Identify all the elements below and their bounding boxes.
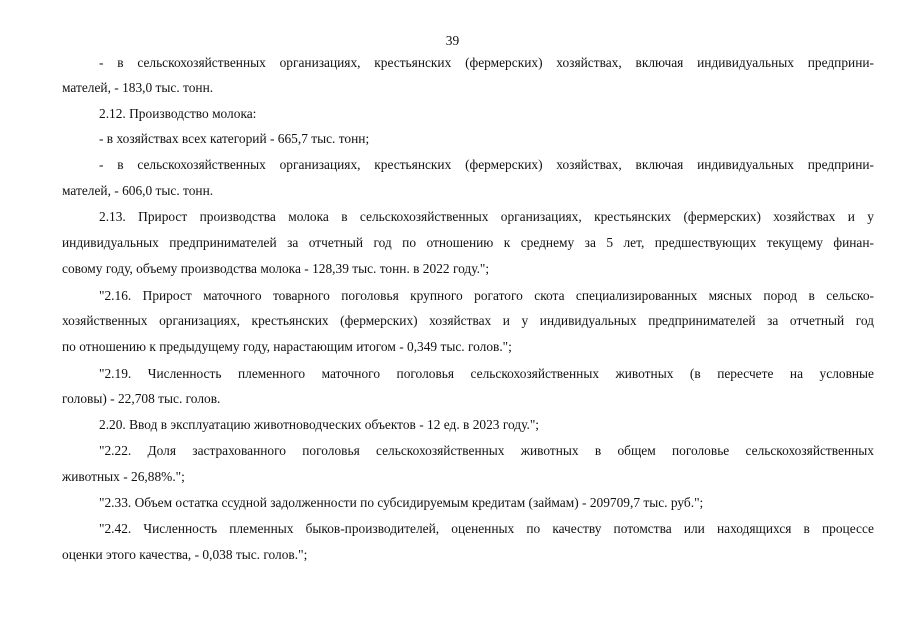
text-line: "2.16. Прирост маточного товарного поголовья крупного рогатого скота специализированных мясных пород в сельско- <box>99 288 874 303</box>
text-line: 2.20. Ввод в эксплуатацию животноводческих объектов - 12 ед. в 2023 году."; <box>99 417 540 432</box>
text-line: "2.33. Объем остатка ссудной задолженности по субсидируемым кредитам (займам) - 209709,7 тыс. руб."; <box>99 495 704 510</box>
text-line: мателей, - 606,0 тыс. тонн. <box>62 183 214 198</box>
text-line: - в сельскохозяйственных организациях, крестьянских (фермерских) хозяйствах, включая индивидуальных предприни- <box>99 55 874 70</box>
page-number: 39 <box>445 33 460 48</box>
text-line: мателей, - 183,0 тыс. тонн. <box>62 80 214 95</box>
text-line: оценки этого качества, - 0,038 тыс. голов."; <box>62 547 308 562</box>
text-line: - в сельскохозяйственных организациях, крестьянских (фермерских) хозяйствах, включая индивидуальных предприни- <box>99 157 874 172</box>
text-line: индивидуальных предпринимателей за отчетный год по отношению к среднему за 5 лет, предшествующих текущему финан- <box>62 235 874 250</box>
text-line: - в хозяйствах всех категорий - 665,7 тыс. тонн; <box>99 131 370 146</box>
text-line: "2.22. Доля застрахованного поголовья сельскохозяйственных животных в общем поголовье сельскохозяйственных <box>99 443 874 458</box>
text-line: головы) - 22,708 тыс. голов. <box>62 391 221 406</box>
text-line: по отношению к предыдущему году, нарастающим итогом - 0,349 тыс. голов."; <box>62 339 512 354</box>
text-line: совому году, объему производства молока - 128,39 тыс. тонн. в 2022 году."; <box>62 261 490 276</box>
text-line: хозяйственных организациях, крестьянских (фермерских) хозяйствах и у индивидуальных предпринимателей за отчетный год <box>62 313 874 328</box>
text-line: 2.12. Производство молока: <box>99 106 257 121</box>
text-line: 2.13. Прирост производства молока в сельскохозяйственных организациях, крестьянских (фермерских) хозяйствах и у <box>99 209 874 224</box>
text-line: животных - 26,88%."; <box>62 469 185 484</box>
text-line: "2.19. Численность племенного маточного поголовья сельскохозяйственных животных (в пересчете на условные <box>99 366 874 381</box>
text-line: "2.42. Численность племенных быков-производителей, оцененных по качеству потомства или находящихся в процессе <box>99 521 874 536</box>
